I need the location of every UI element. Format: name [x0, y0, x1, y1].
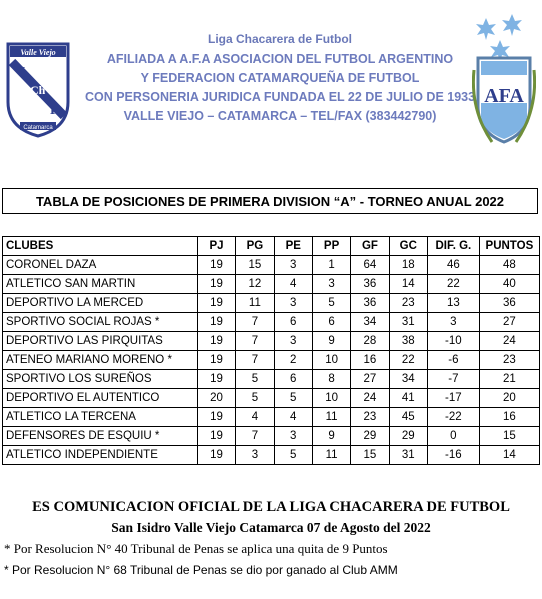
stat-cell: 11 — [236, 294, 274, 313]
stat-cell: 4 — [236, 408, 274, 427]
stat-cell: 5 — [312, 294, 350, 313]
column-header: PE — [274, 237, 312, 256]
svg-text:Ch: Ch — [30, 83, 46, 97]
stat-cell: 10 — [312, 351, 350, 370]
stat-cell: 12 — [236, 275, 274, 294]
stat-cell: 27 — [351, 370, 389, 389]
stat-cell: 19 — [197, 332, 235, 351]
stat-cell: 3 — [274, 427, 312, 446]
club-name-cell: CORONEL DAZA — [3, 256, 198, 275]
header-contact-line: VALLE VIEJO – CATAMARCA – TEL/FAX (383442790) — [123, 109, 437, 123]
header-federation-line: Y FEDERACION CATAMARQUEÑA DE FUTBOL — [140, 71, 420, 85]
stat-cell: 23 — [351, 408, 389, 427]
table-row — [3, 313, 540, 332]
stat-cell: 7 — [236, 332, 274, 351]
stat-cell: 19 — [197, 370, 235, 389]
stat-cell: 9 — [312, 427, 350, 446]
table-row — [3, 294, 540, 313]
stat-cell: 16 — [479, 408, 539, 427]
stat-cell: 21 — [479, 370, 539, 389]
club-name-cell: DEPORTIVO LAS PIRQUITAS — [3, 332, 198, 351]
stat-cell: 5 — [274, 389, 312, 408]
club-name-cell: DEFENSORES DE ESQUIU * — [3, 427, 198, 446]
table-row — [3, 446, 540, 465]
table-title: TABLA DE POSICIONES DE PRIMERA DIVISION “A” - TORNEO ANUAL 2022 — [2, 188, 538, 214]
afa-crest-logo — [472, 10, 536, 150]
svg-text:F: F — [50, 103, 59, 118]
stat-cell: 3 — [274, 294, 312, 313]
stat-cell: 22 — [389, 351, 427, 370]
stat-cell: 19 — [197, 313, 235, 332]
stat-cell: -10 — [427, 332, 479, 351]
stat-cell: 40 — [479, 275, 539, 294]
stat-cell: 13 — [427, 294, 479, 313]
letterhead — [0, 0, 542, 190]
stat-cell: 5 — [236, 389, 274, 408]
stat-cell: 36 — [479, 294, 539, 313]
stat-cell: 31 — [389, 313, 427, 332]
stat-cell: -16 — [427, 446, 479, 465]
stat-cell: 46 — [427, 256, 479, 275]
stat-cell: 24 — [351, 389, 389, 408]
stat-cell: 23 — [479, 351, 539, 370]
table-row — [3, 389, 540, 408]
official-communication: ES COMUNICACION OFICIAL DE LA LIGA CHACARERA DE FUTBOL — [32, 499, 510, 515]
stat-cell: 19 — [197, 427, 235, 446]
header-league-name: Liga Chacarera de Futbol — [207, 32, 353, 46]
stat-cell: 19 — [197, 446, 235, 465]
column-header: CLUBES — [3, 237, 198, 256]
column-header: PP — [312, 237, 350, 256]
stat-cell: 36 — [351, 275, 389, 294]
stat-cell: 45 — [389, 408, 427, 427]
stat-cell: 15 — [351, 446, 389, 465]
svg-text:L: L — [20, 65, 30, 80]
stat-cell: 19 — [197, 294, 235, 313]
column-header: PG — [236, 237, 274, 256]
club-name-cell: DEPORTIVO LA MERCED — [3, 294, 198, 313]
stat-cell: 7 — [236, 351, 274, 370]
stat-cell: 9 — [312, 332, 350, 351]
stat-cell: 4 — [274, 408, 312, 427]
table-header-row — [3, 237, 540, 256]
stat-cell: 64 — [351, 256, 389, 275]
stat-cell: -22 — [427, 408, 479, 427]
club-name-cell: ATLETICO LA TERCENA — [3, 408, 198, 427]
column-header: GF — [351, 237, 389, 256]
stat-cell: 34 — [351, 313, 389, 332]
stat-cell: -6 — [427, 351, 479, 370]
stat-cell: 19 — [197, 351, 235, 370]
stat-cell: 34 — [389, 370, 427, 389]
stat-cell: 41 — [389, 389, 427, 408]
stat-cell: 29 — [351, 427, 389, 446]
resolution-note-2: * Por Resolucion N° 68 Tribunal de Penas se dio por ganado al Club AMM — [4, 563, 398, 577]
stat-cell: 28 — [351, 332, 389, 351]
column-header: GC — [389, 237, 427, 256]
stat-cell: 11 — [312, 408, 350, 427]
stat-cell: 11 — [312, 446, 350, 465]
stat-cell: 29 — [389, 427, 427, 446]
club-name-cell: ATLETICO INDEPENDIENTE — [3, 446, 198, 465]
stat-cell: 38 — [389, 332, 427, 351]
logo-top-text: Valle Viejo — [20, 48, 56, 57]
standings-table — [2, 236, 540, 465]
stat-cell: 3 — [236, 446, 274, 465]
stat-cell: 6 — [274, 313, 312, 332]
stat-cell: 36 — [351, 294, 389, 313]
table-row — [3, 351, 540, 370]
table-row — [3, 256, 540, 275]
club-name-cell: ATLETICO SAN MARTIN — [3, 275, 198, 294]
place-date: San Isidro Valle Viejo Catamarca 07 de Agosto del 2022 — [111, 520, 431, 535]
stat-cell: 15 — [479, 427, 539, 446]
column-header: PJ — [197, 237, 235, 256]
club-name-cell: DEPORTIVO EL AUTENTICO — [3, 389, 198, 408]
table-row — [3, 275, 540, 294]
stat-cell: 8 — [312, 370, 350, 389]
stat-cell: 3 — [274, 256, 312, 275]
column-header: PUNTOS — [479, 237, 539, 256]
stat-cell: 6 — [274, 370, 312, 389]
stat-cell: 24 — [479, 332, 539, 351]
stat-cell: 31 — [389, 446, 427, 465]
standings-body — [3, 256, 540, 465]
stat-cell: 18 — [389, 256, 427, 275]
club-name-cell: SPORTIVO LOS SUREÑOS — [3, 370, 198, 389]
stat-cell: 14 — [389, 275, 427, 294]
stat-cell: 20 — [197, 389, 235, 408]
stat-cell: 15 — [236, 256, 274, 275]
stat-cell: 20 — [479, 389, 539, 408]
stat-cell: 16 — [351, 351, 389, 370]
stat-cell: 23 — [389, 294, 427, 313]
stat-cell: 3 — [427, 313, 479, 332]
club-name-cell: SPORTIVO SOCIAL ROJAS * — [3, 313, 198, 332]
header-afa-line: AFILIADA A A.F.A ASOCIACION DEL FUTBOL ARGENTINO — [106, 52, 454, 66]
stat-cell: -17 — [427, 389, 479, 408]
stat-cell: 5 — [274, 446, 312, 465]
stat-cell: 14 — [479, 446, 539, 465]
table-row — [3, 427, 540, 446]
stat-cell: 7 — [236, 427, 274, 446]
stat-cell: 19 — [197, 275, 235, 294]
stat-cell: 0 — [427, 427, 479, 446]
logo-bottom-text: Catamarca — [23, 125, 53, 131]
table-row — [3, 370, 540, 389]
column-header: DIF. G. — [427, 237, 479, 256]
stat-cell: 19 — [197, 256, 235, 275]
stat-cell: 27 — [479, 313, 539, 332]
stat-cell: -7 — [427, 370, 479, 389]
club-name-cell: ATENEO MARIANO MORENO * — [3, 351, 198, 370]
stat-cell: 4 — [274, 275, 312, 294]
stat-cell: 2 — [274, 351, 312, 370]
resolution-note-1: * Por Resolucion N° 40 Tribunal de Penas se aplica una quita de 9 Puntos — [4, 541, 388, 556]
table-row — [3, 408, 540, 427]
stat-cell: 48 — [479, 256, 539, 275]
stat-cell: 3 — [274, 332, 312, 351]
stat-cell: 7 — [236, 313, 274, 332]
stat-cell: 3 — [312, 275, 350, 294]
stat-cell: 5 — [236, 370, 274, 389]
table-row — [3, 332, 540, 351]
stat-cell: 1 — [312, 256, 350, 275]
stat-cell: 6 — [312, 313, 350, 332]
stat-cell: 22 — [427, 275, 479, 294]
stat-cell: 19 — [197, 408, 235, 427]
header-founded-line: CON PERSONERIA JURIDICA FUNDADA EL 22 DE JULIO DE 1933 — [84, 90, 476, 104]
svg-text:AFA: AFA — [484, 85, 524, 107]
stat-cell: 10 — [312, 389, 350, 408]
